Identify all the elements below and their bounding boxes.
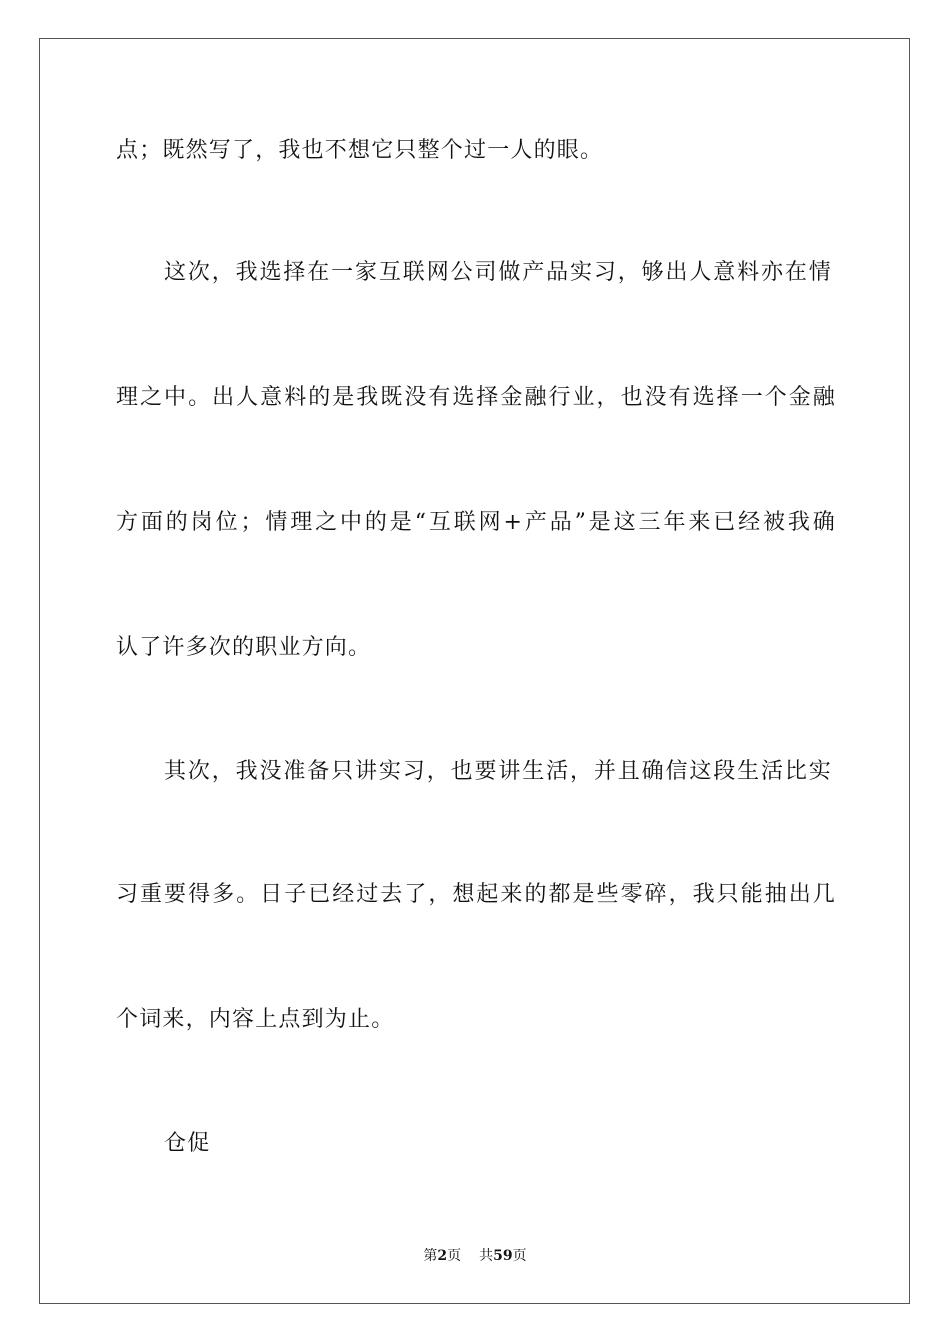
total-pages: 59: [493, 1248, 513, 1264]
total-suffix: 页: [512, 1248, 527, 1264]
text-line-5: 认了许多次的职业方向。: [116, 635, 372, 660]
text-line-1: 点；既然写了，我也不想它只整个过一人的眼。: [116, 138, 604, 163]
page-footer: [0, 1247, 950, 1265]
text-line-4: 方面的岗位；情理之中的是“互联网+产品”是这三年来已经被我确: [116, 510, 836, 535]
page-prefix: 第: [423, 1248, 438, 1264]
text-line-6: 其次，我没准备只讲实习，也要讲生活，并且确信这段生活比实: [164, 759, 832, 784]
total-prefix: 共: [479, 1248, 494, 1264]
text-line-8: 个词来，内容上点到为止。: [116, 1007, 395, 1032]
text-line-2: 这次，我选择在一家互联网公司做产品实习，够出人意料亦在情: [164, 260, 832, 285]
page-border: [39, 38, 910, 1304]
page-suffix: 页: [447, 1248, 462, 1264]
page-number: 2: [437, 1248, 448, 1264]
text-line-7: 习重要得多。日子已经过去了，想起来的都是些零碎，我只能抽出几: [116, 882, 836, 907]
text-line-3: 理之中。出人意料的是我既没有选择金融行业，也没有选择一个金融: [116, 385, 836, 410]
section-heading: 仓促: [164, 1131, 211, 1156]
